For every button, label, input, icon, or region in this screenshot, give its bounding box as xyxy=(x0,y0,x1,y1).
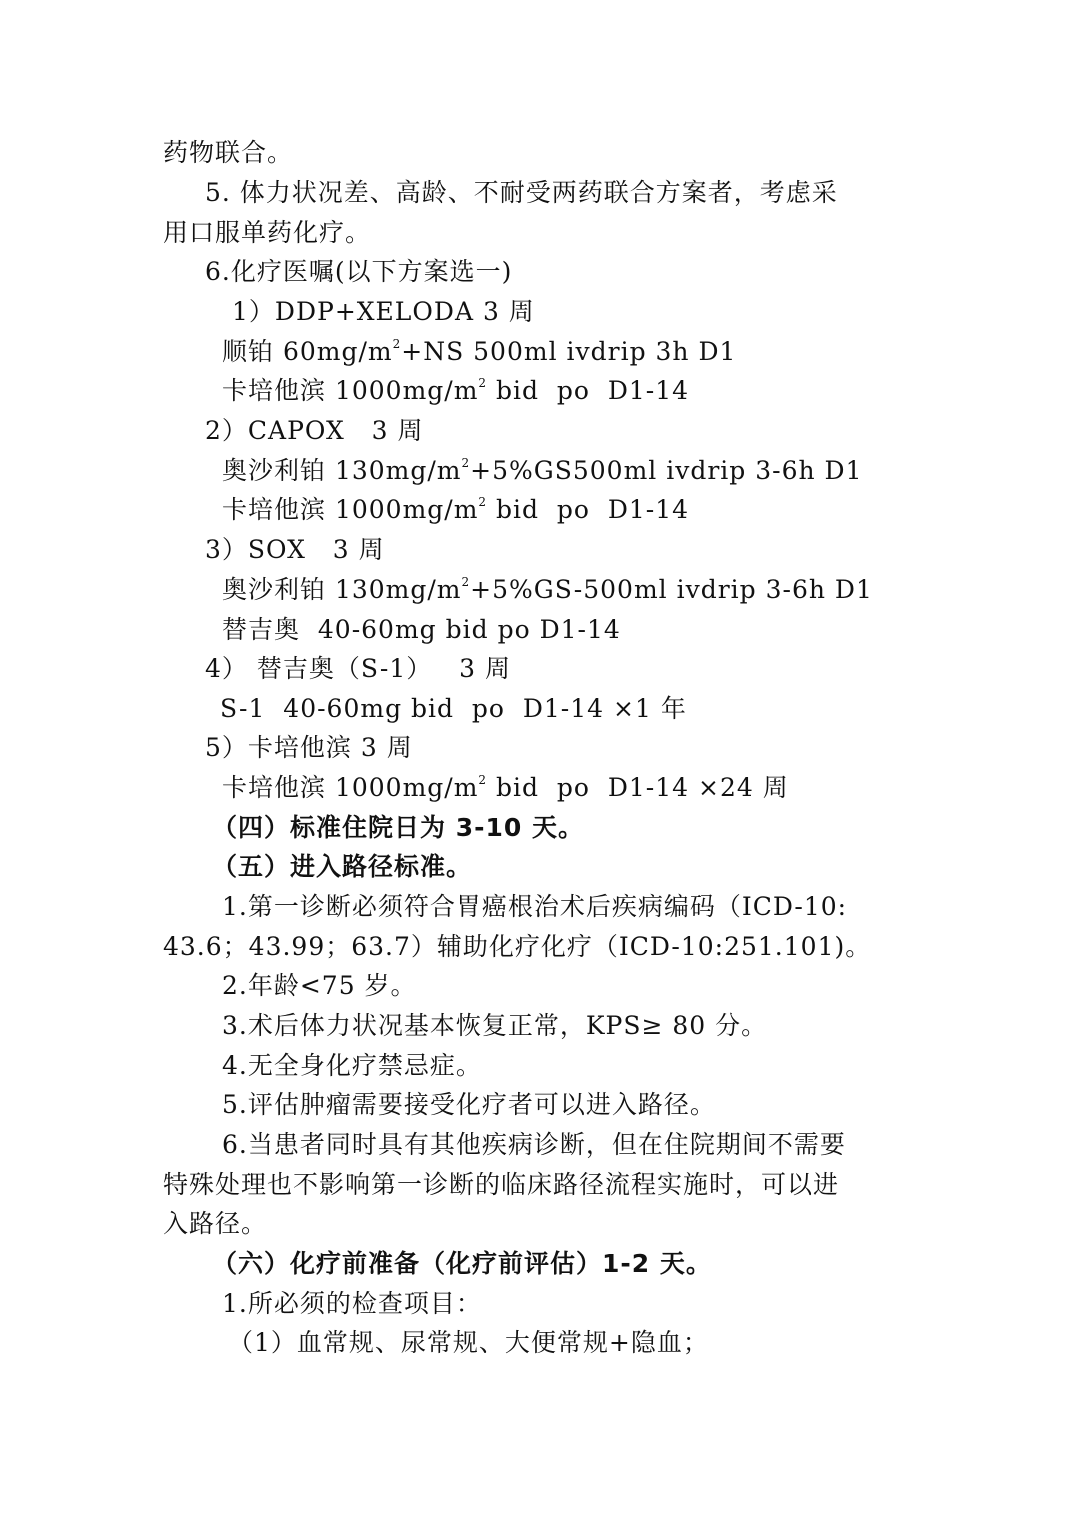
superscript: 2 xyxy=(461,575,471,589)
text-line: 6.当患者同时具有其他疾病诊断，但在住院期间不需要 xyxy=(222,1130,846,1159)
text-segment: +5%GS-500ml ivdrip 3-6h D1 xyxy=(470,575,873,604)
text-line: 药物联合。 xyxy=(163,138,294,167)
text-line xyxy=(222,772,789,804)
superscript: 2 xyxy=(478,376,488,390)
text-segment: bid po D1-14 xyxy=(487,495,690,524)
text-line: 1.所必须的检查项目： xyxy=(222,1289,482,1318)
text-line xyxy=(222,574,873,606)
text-segment: +5%GS500ml ivdrip 3-6h D1 xyxy=(470,456,863,485)
text-line: 5. 体力状况差、高龄、不耐受两药联合方案者，考虑采 xyxy=(205,178,838,207)
text-line xyxy=(222,375,689,407)
superscript: 2 xyxy=(478,773,488,787)
text-line: 5）卡培他滨 3 周 xyxy=(205,733,413,762)
text-segment: 奥沙利铂 130mg/m xyxy=(222,575,462,604)
superscript: 2 xyxy=(461,456,471,470)
superscript: 2 xyxy=(478,495,488,509)
text-line xyxy=(222,494,689,526)
text-line: 3.术后体力状况基本恢复正常，KPS≥ 80 分。 xyxy=(222,1011,768,1040)
text-line xyxy=(222,455,863,487)
text-segment: 奥沙利铂 130mg/m xyxy=(222,456,462,485)
text-line: 用口服单药化疗。 xyxy=(163,218,372,247)
text-line: 4） 替吉奥（S-1） 3 周 xyxy=(205,654,511,683)
text-segment: 顺铂 60mg/m xyxy=(222,337,393,366)
text-segment: +NS 500ml ivdrip 3h D1 xyxy=(401,337,737,366)
text-line: 入路径。 xyxy=(163,1209,268,1238)
text-line: 5.评估肿瘤需要接受化疗者可以进入路径。 xyxy=(222,1090,716,1119)
text-line: 2）CAPOX 3 周 xyxy=(205,416,424,445)
text-line: 1.第一诊断必须符合胃癌根治术后疾病编码（ICD-10: xyxy=(222,892,848,921)
text-segment: 卡培他滨 1000mg/m xyxy=(222,773,479,802)
text-line: 特殊处理也不影响第一诊断的临床路径流程实施时，可以进 xyxy=(163,1170,840,1199)
text-segment: bid po D1-14 ×24 周 xyxy=(487,773,789,802)
text-line: 4.无全身化疗禁忌症。 xyxy=(222,1051,482,1080)
section-heading: （四）标准住院日为 3-10 天。 xyxy=(212,813,584,842)
text-line: 43.6；43.99；63.7）辅助化疗化疗（ICD-10:251.101)。 xyxy=(163,932,872,961)
superscript: 2 xyxy=(392,337,402,351)
section-heading: （五）进入路径标准。 xyxy=(212,852,473,881)
text-line xyxy=(222,336,736,368)
section-heading: （六）化疗前准备（化疗前评估）1-2 天。 xyxy=(212,1249,712,1278)
text-line: 6.化疗医嘱(以下方案选一) xyxy=(205,257,513,286)
text-line: 3）SOX 3 周 xyxy=(205,535,385,564)
text-line: 1）DDP+XELODA 3 周 xyxy=(232,297,535,326)
text-segment: 卡培他滨 1000mg/m xyxy=(222,376,479,405)
text-line: 2.年龄<75 岁。 xyxy=(222,971,417,1000)
text-line: S-1 40-60mg bid po D1-14 ×1 年 xyxy=(220,694,687,723)
text-line: （1）血常规、尿常规、大便常规+隐血； xyxy=(228,1328,709,1357)
text-line: 替吉奥 40-60mg bid po D1-14 xyxy=(222,615,621,644)
text-segment: 卡培他滨 1000mg/m xyxy=(222,495,479,524)
text-segment: bid po D1-14 xyxy=(487,376,690,405)
